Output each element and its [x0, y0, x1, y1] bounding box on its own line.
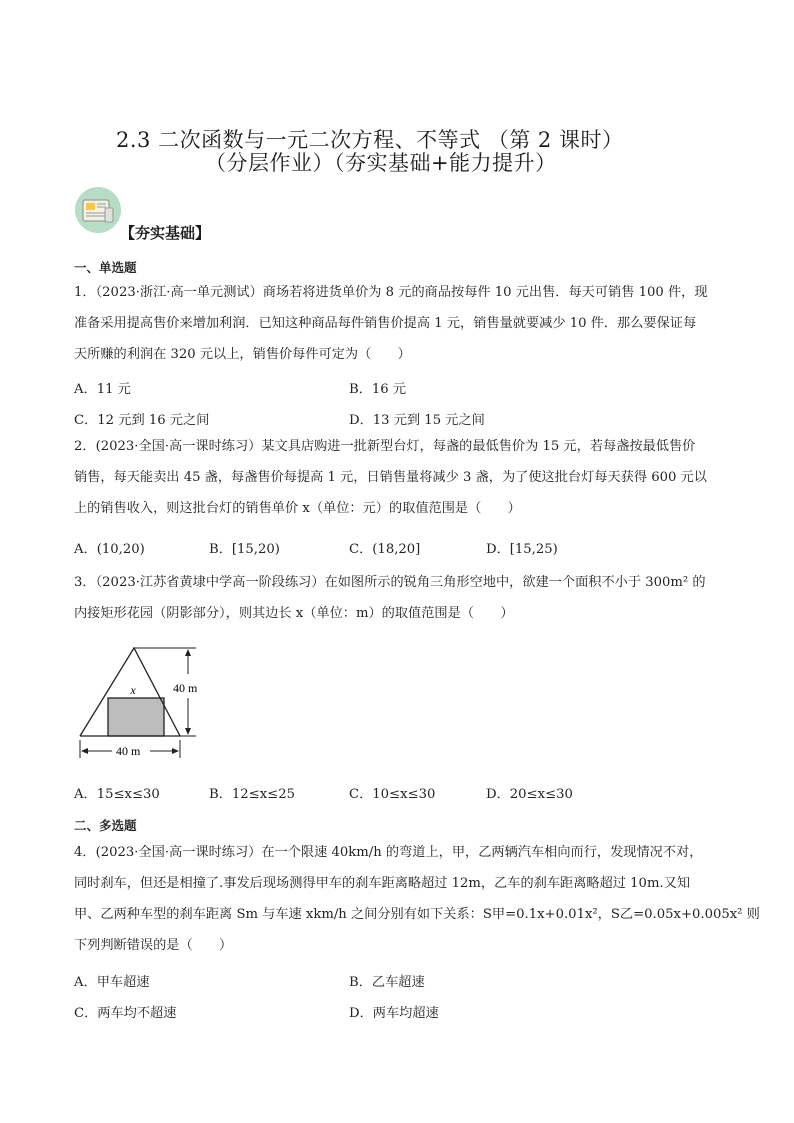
q1-option-d: D．13 元到 15 元之间 — [349, 413, 485, 428]
notebook-icon — [74, 186, 122, 234]
q1-line1: 1．（2023·浙江·高一单元测试）商场若将进货单价为 8 元的商品按每件 10 元出售．每天可销售 100 件，现 — [74, 285, 708, 300]
q1-line2: 准备采用提高售价来增加利润．已知这种商品每件销售价提高 1 元，销售量就要减少 10 件．那么要保证每 — [74, 316, 697, 331]
q4-option-a: A．甲车超速 — [74, 975, 150, 990]
q2-option-a: A．(10,20) — [74, 542, 145, 557]
q4-line2: 同时刹车，但还是相撞了.事发后现场测得甲车的刹车距离略超过 12m，乙车的刹车距离略超过 10m.又知 — [74, 876, 691, 891]
fig-label-width: 40 m — [116, 744, 141, 758]
q4-option-b: B．乙车超速 — [349, 975, 425, 990]
q4-option-d: D．两车均超速 — [349, 1006, 439, 1021]
q4-line3: 甲、乙两种车型的刹车距离 Sm 与车速 xkm/h 之间分别有如下关系：S甲=0.1x+0.01x²，S乙=0.05x+0.005x² 则 — [74, 907, 760, 922]
q3-line2: 内接矩形花园（阴影部分），则其边长 x（单位：m）的取值范围是（ ） — [74, 606, 514, 621]
q3-option-d: D．20≤x≤30 — [486, 787, 573, 802]
triangle-figure — [72, 636, 222, 768]
q4-line4: 下列判断错误的是（ ） — [74, 938, 233, 953]
section-badge-label: 【夯实基础】 — [120, 224, 211, 242]
page-subtitle: （分层作业）（夯实基础+能力提升） — [205, 151, 557, 175]
q2-line1: 2．(2023·全国·高一课时练习）某文具店购进一批新型台灯，每盏的最低售价为 15 元，若每盏按最低售价 — [74, 439, 696, 454]
q2-option-b: B．[15,20) — [209, 542, 280, 557]
fig-label-x: x — [130, 683, 136, 697]
q1-option-b: B．16 元 — [349, 382, 407, 397]
q2-line2: 销售，每天能卖出 45 盏，每盏售价每提高 1 元，日销售量将减少 3 盏，为了使这批台灯每天获得 600 元以 — [74, 470, 707, 485]
q2-option-c: C．(18,20] — [349, 542, 421, 557]
q1-line3: 天所赚的利润在 320 元以上，销售价每件可定为（ ） — [74, 347, 411, 362]
fig-label-height: 40 m — [173, 681, 198, 695]
q3-option-b: B．12≤x≤25 — [209, 787, 295, 802]
q3-option-c: C．10≤x≤30 — [349, 787, 436, 802]
q1-option-a: A．11 元 — [74, 382, 131, 397]
page-title: 2.3 二次函数与一元二次方程、不等式 （第 2 课时） — [116, 128, 624, 152]
q4-option-c: C．两车均不超速 — [74, 1006, 177, 1021]
section-heading-multi-choice: 二、多选题 — [74, 818, 137, 833]
q1-option-c: C．12 元到 16 元之间 — [74, 413, 210, 428]
q4-line1: 4．(2023·全国·高一课时练习）在一个限速 40km/h 的弯道上，甲，乙两辆汽车相向而行，发现情况不对， — [74, 845, 703, 860]
shaded-garden-rect — [108, 698, 164, 736]
section-heading-single-choice: 一、单选题 — [74, 260, 137, 275]
q2-line3: 上的销售收入，则这批台灯的销售单价 x（单位：元）的取值范围是（ ） — [74, 501, 521, 516]
q3-line1: 3．（2023·江苏省黄埭中学高一阶段练习）在如图所示的锐角三角形空地中，欲建一个面积不小于 300m² 的 — [74, 575, 706, 590]
q3-option-a: A．15≤x≤30 — [74, 787, 160, 802]
q2-option-d: D．[15,25) — [486, 542, 558, 557]
